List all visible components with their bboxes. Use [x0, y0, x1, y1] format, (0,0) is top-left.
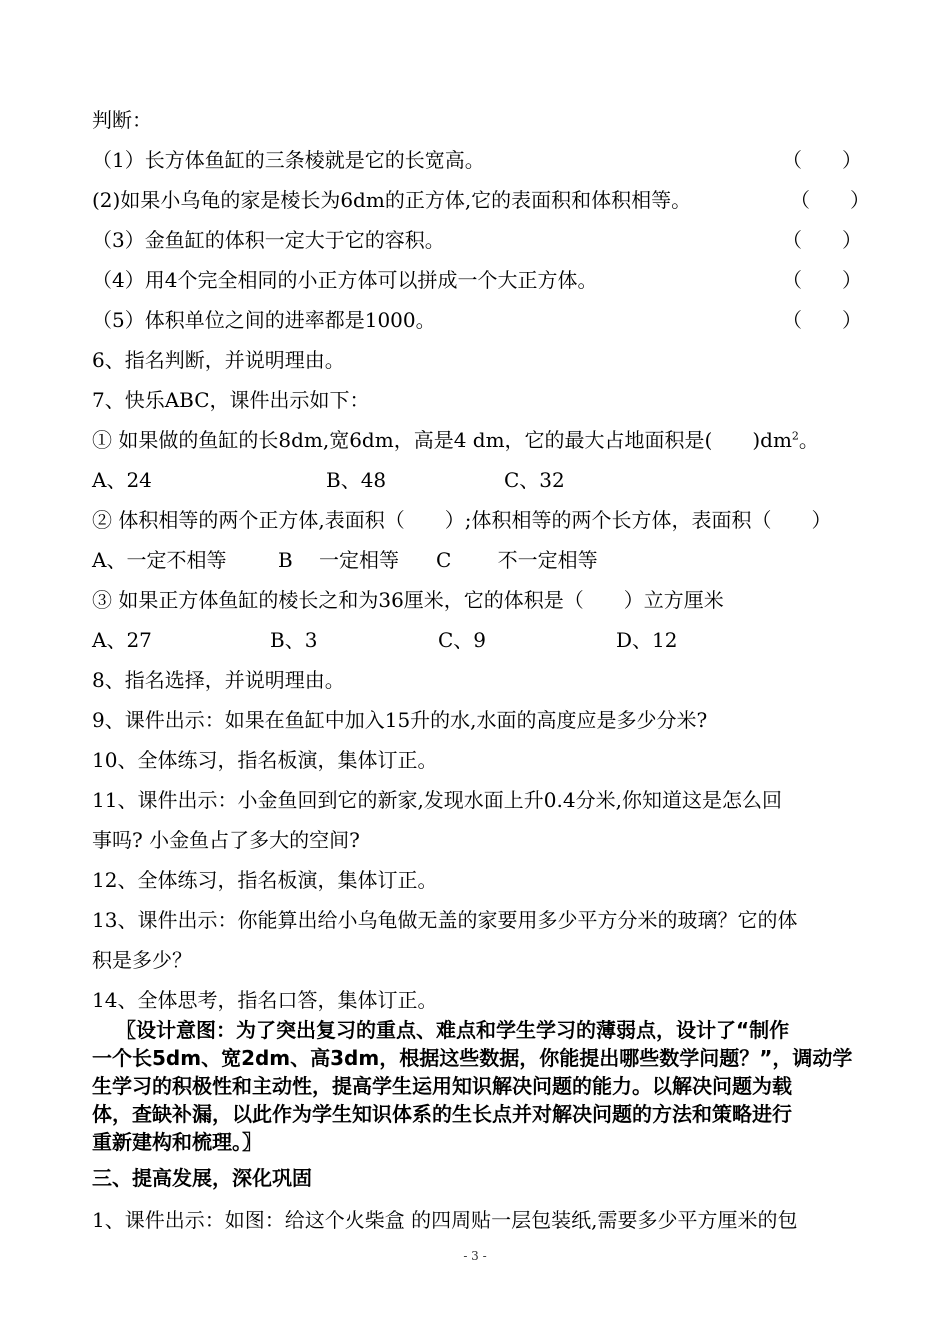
step-11-line-2: 事吗? 小金鱼占了多大的空间?	[92, 828, 360, 852]
step-12: 12、全体练习，指名板演，集体订正。	[92, 868, 438, 892]
question-1	[92, 426, 872, 454]
judge-item-1-paren: （ ）	[782, 148, 862, 172]
design-intent-line-4: 体，查缺补漏，以此作为学生知识体系的生长点并对解决问题的方法和策略进行	[92, 1102, 792, 1126]
step-8: 8、指名选择，并说明理由。	[92, 668, 345, 692]
judge-item-4-paren: （ ）	[782, 268, 862, 292]
step-11-line-1: 11、课件出示：小金鱼回到它的新家,发现水面上升0.4分米,你知道这是怎么回	[92, 788, 782, 812]
page-number: - 3 -	[463, 1249, 487, 1263]
judge-item-5-paren: （ ）	[782, 308, 862, 332]
step-14: 14、全体思考，指名口答，集体订正。	[92, 988, 438, 1012]
judge-item-2: (2)如果小乌龟的家是棱长为6dm的正方体,它的表面积和体积相等。	[92, 188, 692, 212]
question-1-option-c: C、32	[504, 468, 565, 492]
design-intent-line-5: 重新建构和梳理。〗	[92, 1130, 262, 1154]
step-13-line-2: 积是多少？	[92, 948, 192, 972]
question-3-option-a: A、27	[92, 628, 152, 652]
judge-item-4: （4）用4个完全相同的小正方体可以拼成一个大正方体。	[92, 268, 598, 292]
judge-item-1: （1）长方体鱼缸的三条棱就是它的长宽高。	[92, 148, 485, 172]
question-3-option-c: C、9	[438, 628, 487, 652]
question-1-option-b: B、48	[326, 468, 387, 492]
question-3-option-d: D、12	[616, 628, 678, 652]
section-3-heading: 三、提高发展，深化巩固	[92, 1166, 312, 1190]
design-intent-line-3: 生学习的积极性和主动性，提高学生运用知识解决问题的能力。以解决问题为载	[92, 1074, 792, 1098]
judge-heading: 判断：	[92, 108, 152, 132]
question-2-option-a: A、一定不相等	[92, 548, 227, 572]
question-3: ③ 如果正方体鱼缸的棱长之和为36厘米，它的体积是（ ）立方厘米	[92, 588, 724, 612]
question-2: ② 体积相等的两个正方体,表面积（ ）;体积相等的两个长方体，表面积（ ）	[92, 508, 832, 532]
question-1-option-a: A、24	[92, 468, 152, 492]
question-1-end: 。	[798, 428, 819, 452]
design-intent-line-2: 一个长5dm、宽2dm、高3dm，根据这些数据，你能提出哪些数学问题？”，调动学	[92, 1046, 853, 1070]
step-9: 9、课件出示：如果在鱼缸中加入15升的水,水面的高度应是多少分米?	[92, 708, 708, 732]
question-2-option-b: B 一定相等	[278, 548, 400, 572]
judge-item-2-paren: （ ）	[790, 188, 870, 212]
design-intent-line-1: 〖设计意图：为了突出复习的重点、难点和学生学习的薄弱点，设计了“制作	[116, 1018, 790, 1042]
question-2-option-c: C 不一定相等	[436, 548, 598, 572]
step-7: 7、快乐ABC，课件出示如下：	[92, 388, 370, 412]
judge-item-3: （3）金鱼缸的体积一定大于它的容积。	[92, 228, 445, 252]
step-6: 6、指名判断，并说明理由。	[92, 348, 345, 372]
question-3-option-b: B、3	[270, 628, 318, 652]
question-1-text: ① 如果做的鱼缸的长8dm,宽6dm，高是4 dm，它的最大占地面积是( )dm	[92, 428, 792, 452]
judge-item-5: （5）体积单位之间的进率都是1000。	[92, 308, 436, 332]
judge-item-3-paren: （ ）	[782, 228, 862, 252]
question-1-superscript: 2	[791, 429, 799, 443]
step-10: 10、全体练习，指名板演，集体订正。	[92, 748, 438, 772]
section-3-step-1: 1、课件出示：如图：给这个火柴盒 的四周贴一层包装纸,需要多少平方厘米的包	[92, 1208, 798, 1232]
step-13-line-1: 13、课件出示：你能算出给小乌龟做无盖的家要用多少平方分米的玻璃？它的体	[92, 908, 798, 932]
